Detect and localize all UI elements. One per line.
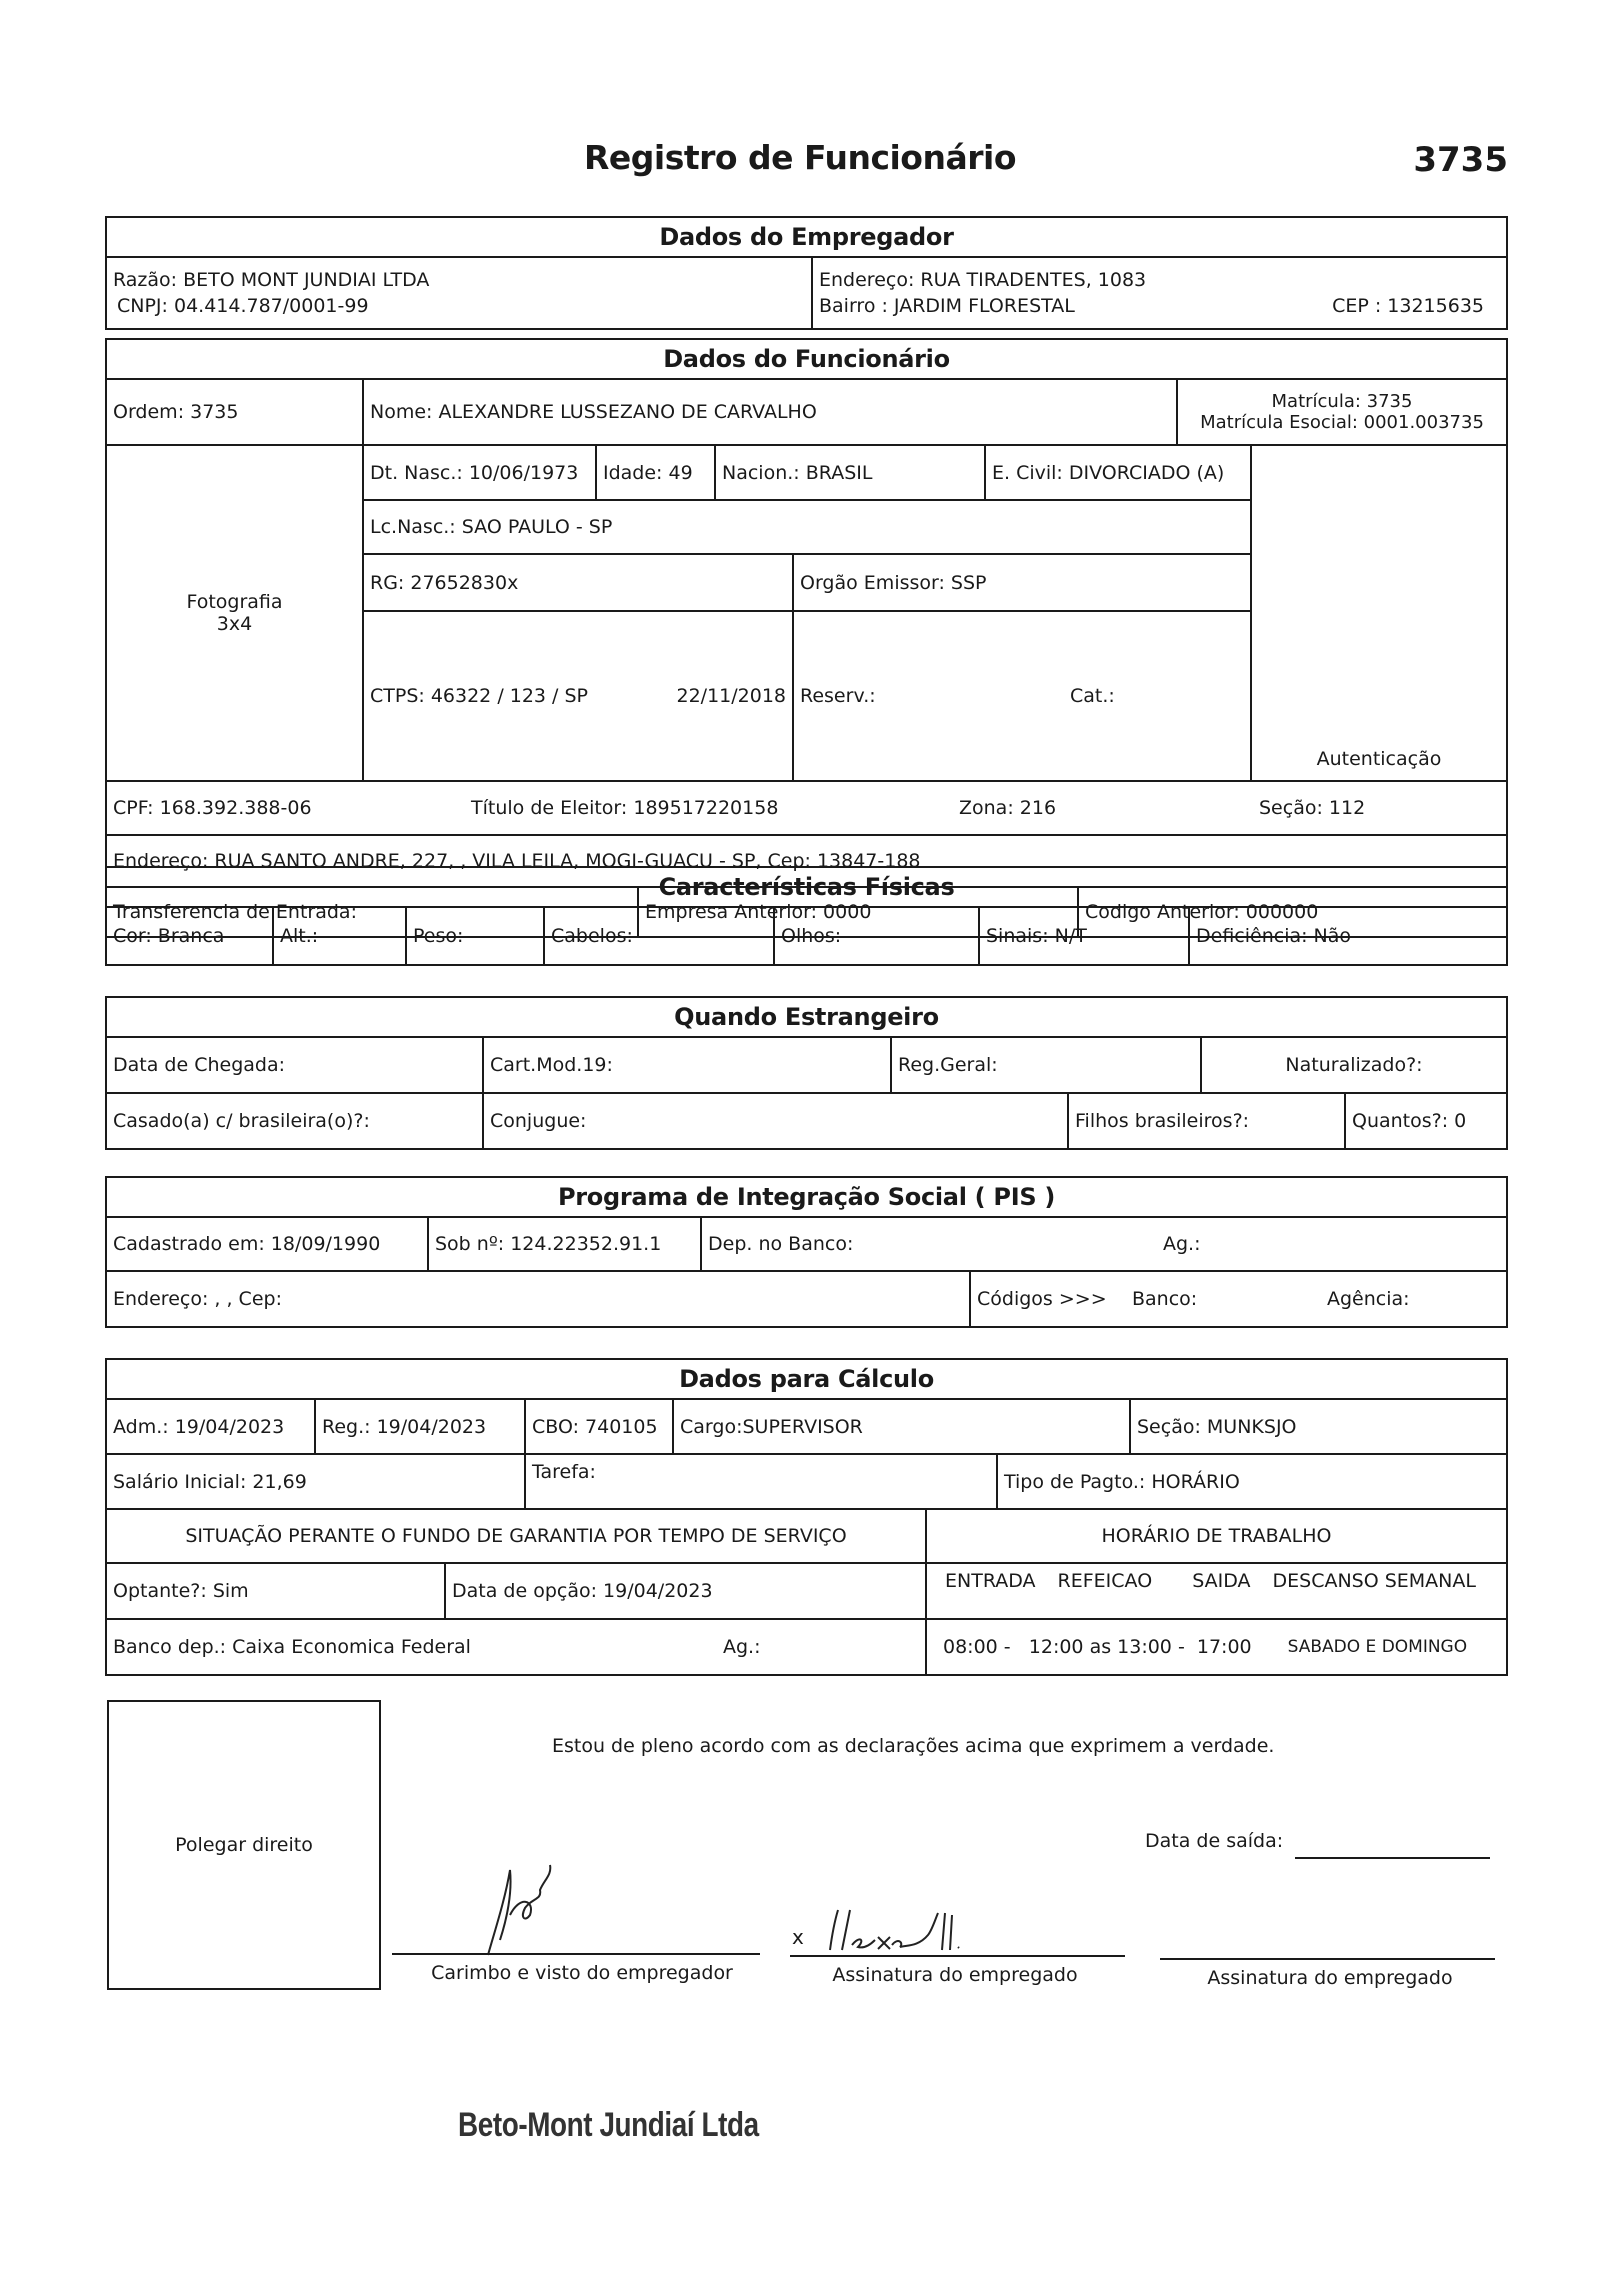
employer-cep: CEP : 13215635 <box>1332 295 1484 317</box>
calc-salario: Salário Inicial: 21,69 <box>113 1470 307 1493</box>
employee-ctps: CTPS: 46322 / 123 / SP <box>370 685 589 707</box>
employee-signature <box>820 1905 1020 1955</box>
foreign-heading: Quando Estrangeiro <box>674 1003 939 1031</box>
foreign-naturalizado: Naturalizado?: <box>1200 1038 1506 1092</box>
horario-heading: HORÁRIO DE TRABALHO <box>925 1510 1506 1562</box>
calc-secao: Seção: MUNKSJO <box>1129 1400 1506 1453</box>
pis-cadastrado: Cadastrado em: 18/09/1990 <box>113 1233 381 1255</box>
employer-signature <box>470 1860 600 1960</box>
foreign-filhos: Filhos brasileiros?: <box>1067 1094 1344 1148</box>
employer-heading: Dados do Empregador <box>659 223 954 251</box>
pis-banco: Banco: <box>1132 1288 1198 1310</box>
employee-ctps-date: 22/11/2018 <box>676 685 786 707</box>
physical-cor: Cor: Branca <box>113 925 225 947</box>
foreign-cart-mod: Cart.Mod.19: <box>482 1038 890 1092</box>
employee-cat: Cat.: <box>1070 685 1115 707</box>
pis-dep-banco: Dep. no Banco: <box>708 1233 854 1255</box>
employer-signature-line <box>392 1953 760 1955</box>
transferencia-entrada: Transferencia de Entrada: <box>113 901 357 923</box>
calc-heading: Dados para Cálculo <box>679 1365 934 1393</box>
horario-col-saida: SAIDA <box>1192 1570 1251 1592</box>
pis-section <box>105 1176 1508 1328</box>
employee-lc-nasc: Lc.Nasc.: SAO PAULO - SP <box>362 499 1250 553</box>
pis-agencia: Agência: <box>1327 1288 1410 1310</box>
employer-section <box>105 216 1508 330</box>
thumbprint-label: Polegar direito <box>175 1834 313 1856</box>
page-title: Registro de Funcionário <box>583 138 1017 177</box>
horario-values: 08:00 - 12:00 as 13:00 - 17:00 <box>943 1636 1252 1658</box>
foreign-casado: Casado(a) c/ brasileira(o)?: <box>113 1110 370 1132</box>
employee-section <box>105 338 1508 938</box>
calc-reg: Reg.: 19/04/2023 <box>314 1400 524 1453</box>
fgts-optante: Optante?: Sim <box>113 1580 249 1602</box>
banco-dep-ag: Ag.: <box>723 1636 761 1658</box>
foreign-conjugue: Conjugue: <box>482 1094 1067 1148</box>
physical-alt: Alt.: <box>272 908 405 964</box>
employee-secao: Seção: 112 <box>1259 797 1366 819</box>
horario-col-refeicao: REFEICAO <box>1057 1570 1153 1592</box>
horario-col-descanso: DESCANSO SEMANAL <box>1272 1570 1476 1592</box>
authentication-box <box>1250 446 1506 780</box>
calc-cargo: Cargo:SUPERVISOR <box>672 1400 1129 1453</box>
empresa-anterior: Empresa Anterior: 0000 <box>637 888 1077 936</box>
document-number: 3735 <box>1413 140 1508 180</box>
physical-sinais: Sinais: N/T <box>978 908 1188 964</box>
employer-signature-label: Carimbo e visto do empregador <box>431 1962 733 1984</box>
employee-nacion: Nacion.: BRASIL <box>714 446 984 499</box>
exit-date-line <box>1295 1857 1490 1859</box>
banco-dep: Banco dep.: Caixa Economica Federal <box>113 1636 471 1658</box>
employee-matricula-esocial: Matrícula Esocial: 0001.003735 <box>1200 412 1484 433</box>
employee-ordem: Ordem: 3735 <box>113 401 239 423</box>
codigo-anterior: Codigo Anterior: 000000 <box>1077 888 1506 936</box>
fgts-data-opcao: Data de opção: 19/04/2023 <box>444 1564 925 1618</box>
pis-heading: Programa de Integração Social ( PIS ) <box>557 1183 1056 1211</box>
calc-adm: Adm.: 19/04/2023 <box>113 1415 285 1438</box>
employee-heading: Dados do Funcionário <box>663 345 950 373</box>
employee-dt-nasc: Dt. Nasc.: 10/06/1973 <box>362 446 595 499</box>
physical-peso: Peso: <box>405 908 543 964</box>
employee-nome: Nome: ALEXANDRE LUSSEZANO DE CARVALHO <box>362 380 1176 444</box>
calc-tarefa: Tarefa: <box>524 1455 996 1508</box>
physical-cabelos: Cabelos: <box>543 908 773 964</box>
foreign-reg-geral: Reg.Geral: <box>890 1038 1200 1092</box>
employee-estado-civil: E. Civil: DIVORCIADO (A) <box>984 446 1250 499</box>
x-mark: x <box>792 1925 804 1949</box>
employee-signature-line-2 <box>1160 1958 1495 1960</box>
pis-ag: Ag.: <box>1163 1233 1201 1255</box>
physical-olhos: Olhos: <box>773 908 978 964</box>
declaration-text: Estou de pleno acordo com as declarações acima que exprimem a verdade. <box>552 1735 1275 1757</box>
foreign-data-chegada: Data de Chegada: <box>113 1054 286 1076</box>
physical-deficiencia: Deficiência: Não <box>1188 908 1506 964</box>
photo-label: Fotografia <box>186 591 283 613</box>
employer-razao: Razão: BETO MONT JUNDIAI LTDA <box>113 269 430 291</box>
calc-cbo: CBO: 740105 <box>524 1400 672 1453</box>
employee-endereco: Endereço: RUA SANTO ANDRE, 227, , VILA LEILA, MOGI-GUACU - SP, Cep: 13847-188 <box>113 850 921 872</box>
thumbprint-box <box>107 1700 381 1990</box>
physical-heading: Características Físicas <box>658 873 955 901</box>
employer-cnpj: CNPJ: 04.414.787/0001-99 <box>117 295 369 317</box>
employee-titulo-eleitor: Título de Eleitor: 189517220158 <box>471 797 779 819</box>
pis-sob-no: Sob nº: 124.22352.91.1 <box>427 1218 700 1270</box>
company-stamp: Beto-Mont Jundiaí Ltda <box>458 2106 759 2144</box>
calc-tipo-pagto: Tipo de Pagto.: HORÁRIO <box>996 1455 1506 1508</box>
employee-idade: Idade: 49 <box>595 446 714 499</box>
photo-size-label: 3x4 <box>216 613 253 635</box>
exit-date-label: Data de saída: <box>1145 1830 1284 1852</box>
physical-section <box>105 866 1508 966</box>
photo-box <box>107 444 362 780</box>
fgts-heading: SITUAÇÃO PERANTE O FUNDO DE GARANTIA POR TEMPO DE SERVIÇO <box>185 1525 847 1547</box>
horario-col-entrada: ENTRADA <box>945 1570 1036 1592</box>
employee-matricula: Matrícula: 3735 <box>1271 391 1413 412</box>
employee-orgao-emissor: Orgão Emissor: SSP <box>792 555 1250 610</box>
employee-zona: Zona: 216 <box>959 797 1057 819</box>
foreign-section <box>105 996 1508 1150</box>
employee-reserv: Reserv.: <box>800 685 876 707</box>
employee-rg: RG: 27652830x <box>362 555 792 610</box>
employer-endereco: Endereço: RUA TIRADENTES, 1083 <box>819 269 1147 291</box>
horario-descanso: SABADO E DOMINGO <box>1287 1637 1468 1657</box>
pis-codigos: Códigos >>> <box>977 1288 1107 1310</box>
authentication-label: Autenticação <box>1316 748 1442 770</box>
employee-cpf: CPF: 168.392.388-06 <box>113 797 312 819</box>
calc-section <box>105 1358 1508 1676</box>
employee-signature-label: Assinatura do empregado <box>832 1964 1078 1986</box>
employer-bairro: Bairro : JARDIM FLORESTAL <box>819 295 1075 317</box>
foreign-quantos: Quantos?: 0 <box>1344 1094 1506 1148</box>
employee-signature-label-2: Assinatura do empregado <box>1207 1967 1453 1989</box>
employee-signature-line <box>790 1955 1125 1957</box>
pis-endereco: Endereço: , , Cep: <box>113 1288 282 1310</box>
